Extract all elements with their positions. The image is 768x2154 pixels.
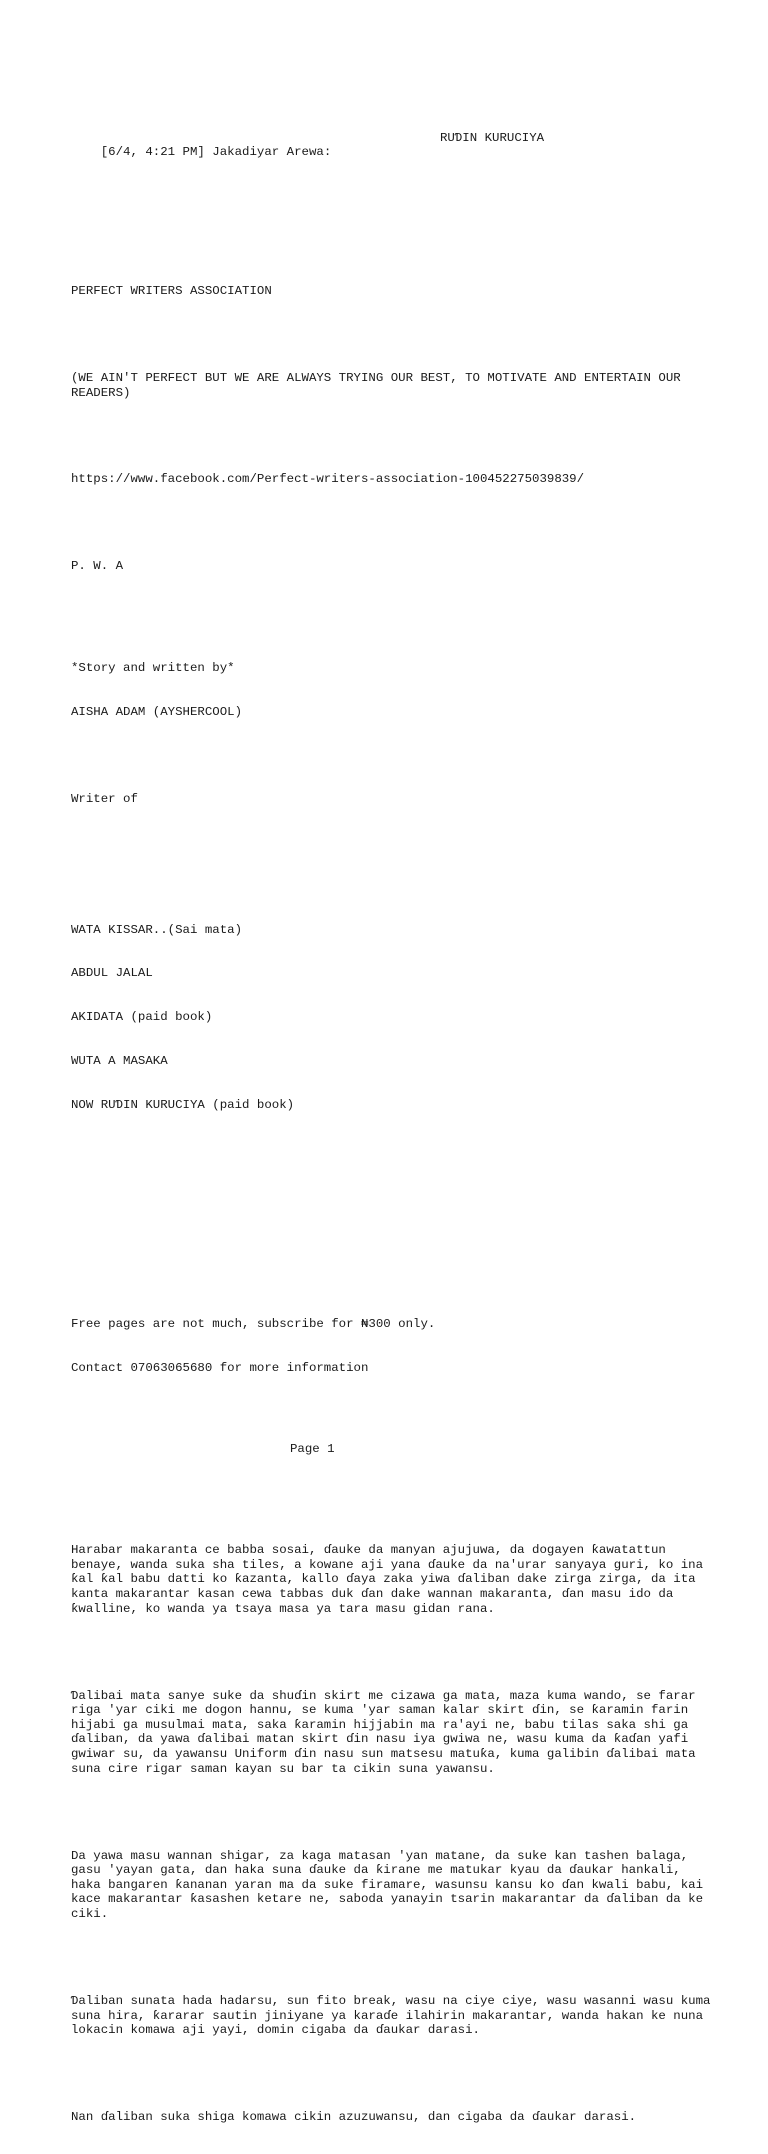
subscription-notice: Free pages are not much, subscribe for ₦300 only. (71, 1316, 436, 1331)
spacer (71, 1185, 711, 1273)
spacer (71, 603, 711, 617)
works-label: Writer of (71, 791, 138, 806)
works-list-item: ABDUL JALAL (71, 966, 153, 981)
spacer (71, 1486, 711, 1500)
story-paragraph: Nan ɗaliban suka shiga komawa cikin azuzuwansu, dan cigaba da ɗaukar darasi. (71, 2110, 637, 2125)
document-page (71, 87, 718, 2154)
spacer (71, 2067, 711, 2081)
works-list (71, 893, 711, 1141)
story-paragraph: Ɗalibai mata sanye suke da shuɗin skirt me cizawa ga mata, maza kuma wando, se farar riga 'yar ciki me dogon hannu, se kuma 'yar saman kalar skirt ɗin, se ƙaramin farin hijabi ga musulmai mata, saka ƙaramin hijjabin ma ra'ayi ne, babu tilas saka shi ga ɗaliban, da yawa ɗalibai matan skirt ɗin nasu iya gwiwa ne, wasu kuma da ƙaɗan yafi gwiwar su, da yawansu Uniform ɗin nasu sun matsesu matuƙa, kuma galibin ɗalibai mata suna cire rigar saman kayan su bar ta cikin suna yawansu. (71, 1688, 704, 1776)
spacer (71, 328, 711, 342)
spacer (71, 1645, 711, 1659)
page-number-label: Page 1 (290, 1441, 335, 1456)
spacer (71, 1951, 711, 1965)
chat-timestamp-sender: [6/4, 4:21 PM] Jakadiyar Arewa: (100, 145, 332, 160)
story-paragraph: Ɗaliban sunata hada hadarsu, sun fito break, wasu na ciye ciye, wasu wasanni wasu kuma suna hira, ƙararar sautin jiniyane ya karaɗe ilahirin makarantar, wanda hakan ke nuna lokacin komawa aji yayi, domin cigaba da ɗaukar darasi. (71, 1993, 718, 2038)
spacer (71, 836, 711, 850)
book-title: RUƊIN KURUCIYA (440, 130, 545, 145)
association-name: PERFECT WRITERS ASSOCIATION (71, 283, 272, 298)
author-credit-label: *Story and written by* (71, 661, 235, 675)
author-name: AISHA ADAM (AYSHERCOOL) (71, 704, 243, 719)
works-list-item: WUTA A MASAKA (71, 1053, 168, 1068)
spacer (71, 1405, 711, 1413)
story-paragraph: Harabar makaranta ce babba sosai, ɗauke da manyan ajujuwa, da dogayen ƙawatattun benaye, wanda suka sha tiles, a kowane aji yana ɗauke da na'urar sanyaya guri, ko ina ƙal ƙal babu datti ko ƙazanta, kallo ɗaya zaka yiwa ɗaliban dake zirga zirga, da ita kanta makarantar kasan cewa tabbas duk ɗan dake wannan makaranta, ɗan masu ido da ƙwalline, ko wanda ya tsaya masa ya tara masu gidan rana. (71, 1543, 711, 1616)
spacer (71, 1805, 711, 1819)
contact-info: Contact 07063065680 for more information (71, 1360, 369, 1375)
spacer (71, 516, 711, 530)
works-list-item: NOW RUƊIN KURUCIYA (paid book) (71, 1097, 295, 1112)
facebook-link[interactable]: https://www.facebook.com/Perfect-writers-association-100452275039839/ (71, 472, 585, 487)
works-list-item: WATA KISSAR..(Sai mata) (71, 922, 243, 937)
chat-header (71, 130, 711, 160)
association-motto: (WE AIN'T PERFECT BUT WE ARE ALWAYS TRYING OUR BEST, TO MOTIVATE AND ENTERTAIN OUR READERS) (71, 370, 689, 400)
spacer (71, 429, 711, 443)
works-list-item: AKIDATA (paid book) (71, 1010, 213, 1025)
association-abbreviation: P. W. A (71, 559, 124, 574)
story-paragraph: Da yawa masu wannan shigar, za kaga matasan 'yan matane, da suke kan tashen balaga, gasu 'yayan gata, dan haka suna ɗauke da ƙirane me matukar kyau da ɗaukar hankali, haka bangaren ƙananan yaran ma da suke firamare, wasunsu kansu ko ɗan kwali babu, kai kace makarantar ƙasashen ketare ne, saboda yanayin tsarin makarantar da ɗaliban da ke ciki. (71, 1848, 711, 1921)
spacer (71, 189, 711, 240)
spacer (71, 749, 711, 763)
